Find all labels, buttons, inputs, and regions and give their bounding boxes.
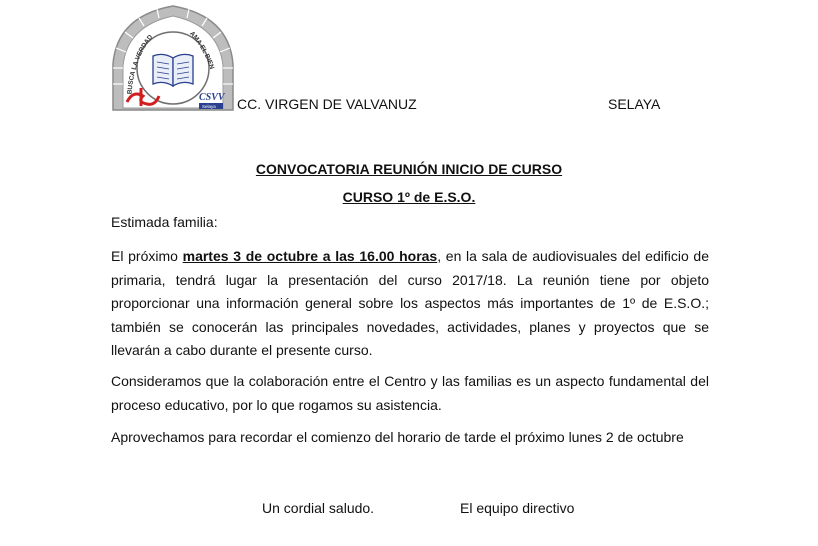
greeting: Estimada familia: xyxy=(111,214,218,230)
paragraph-text: El próximo xyxy=(111,248,183,264)
town-name: SELAYA xyxy=(608,96,661,112)
school-name: CC. VIRGEN DE VALVANUZ xyxy=(237,96,417,112)
paragraph-collaboration: Consideramos que la colaboración entre el Centro y las familias es un aspecto fundamental del proceso educativo, por lo que rogamos su asistencia. xyxy=(111,373,709,413)
document-title: CONVOCATORIA REUNIÓN INICIO DE CURSO xyxy=(255,161,563,177)
logo-town: Selaya xyxy=(202,104,216,109)
logo-motto-left: BUSCA LA VERDAD xyxy=(126,33,155,95)
open-book-icon xyxy=(153,54,193,86)
school-logo xyxy=(111,4,235,112)
meeting-date-highlight: martes 3 de octubre a las 16.00 horas xyxy=(182,248,438,264)
course-title: CURSO 1º de E.S.O. xyxy=(342,189,476,205)
logo-motto-right: AMA EL BIEN xyxy=(188,30,216,71)
paragraph-text: , en la sala de audiovisuales del edificio de primaria, tendrá lugar la presentación del curso 2017/18. La reunión tiene por objeto proporcionar una información general sobre los aspectos más importantes de 1º de E.S.O.; también se conocerán las principales novedades, actividades, planes y proyectos que se llevarán a cabo durante el presente curso. xyxy=(111,248,709,358)
paragraph-reminder: Aprovechamos para recordar el comienzo del horario de tarde el próximo lunes 2 de octubre xyxy=(111,429,684,445)
closing-salutation: Un cordial saludo. xyxy=(262,500,375,516)
logo-initials: CSVV xyxy=(199,92,225,103)
paragraph-meeting-details xyxy=(111,245,709,363)
closing-signature: El equipo directivo xyxy=(460,500,575,516)
